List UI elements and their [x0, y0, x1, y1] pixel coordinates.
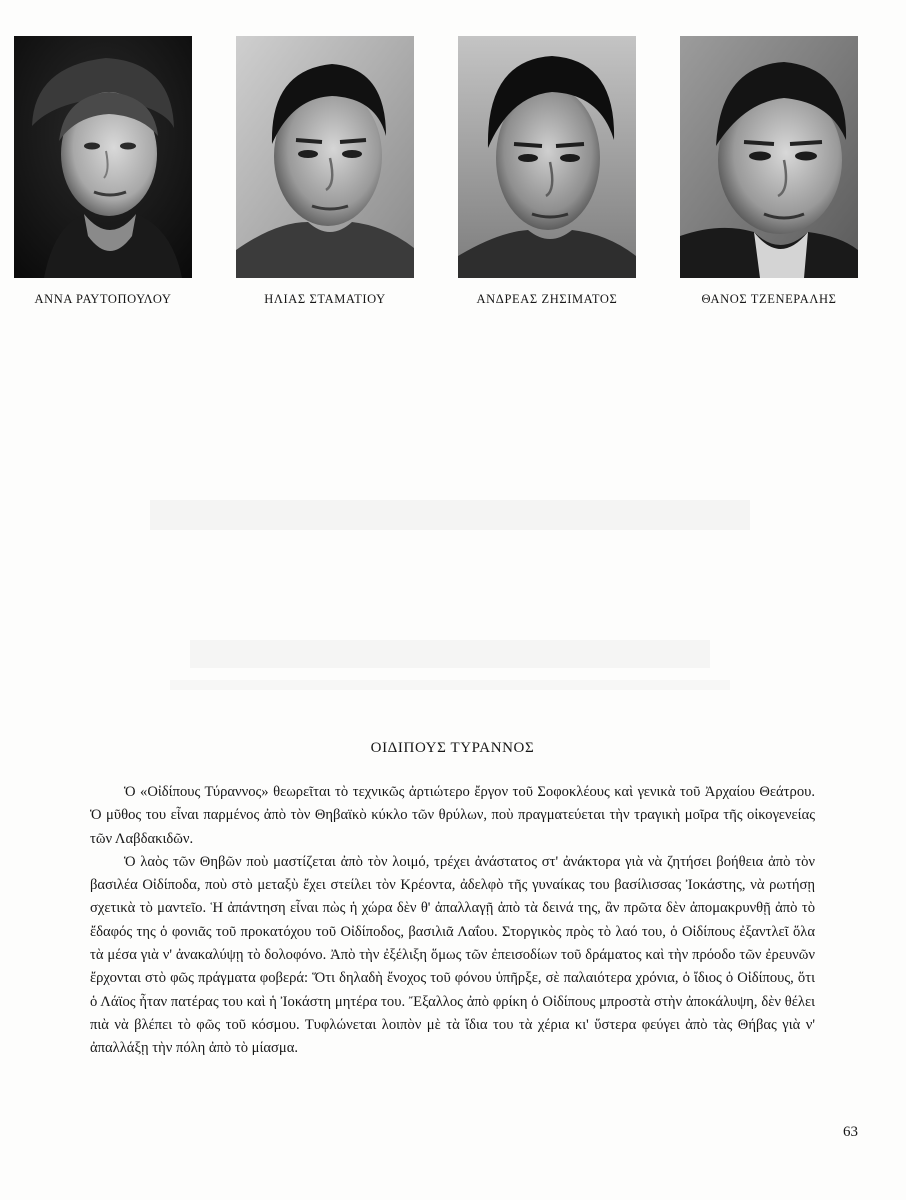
page-number: 63: [843, 1124, 858, 1140]
article-paragraph: Ὁ λαὸς τῶν Θηβῶν ποὺ μαστίζεται ἀπὸ τὸν λοιμό, τρέχει ἀνάστατος στ' ἀνάκτορα γιὰ νὰ ζητήσει βοήθεια ἀπὸ τὸν βασιλέα Οἰδίποδα, ποὺ στὸ μεταξὺ ἔχει στείλει τὸν Κρέοντα, ἀδελφὸ τῆς γυναίκας του βασίλισσας Ἰοκάστης, νὰ ρωτήσῃ σχετικὰ τὸ μαντεῖο. Ἡ ἀπάντηση εἶναι πὼς ἡ χώρα δὲν θ' ἀπαλλαγῇ ἀπὸ τὰ δεινά της, ἂν πρῶτα δὲν ἀπομακρυνθῇ ἀπὸ τὸ ἔδαφός της ὁ φονιᾶς τοῦ προκατόχου τοῦ Οἰδίποδος, βασιλιᾶ Λαΐου. Στοργικὸς πρὸς τὸ λαό του, ὁ Οἰδίπους ἐξαντλεῖ ὅλα τὰ μέσα γιὰ ν' ἀνακαλύψῃ τὸ δολοφόνο. Ἀπὸ τὴν ἐξέλιξη ὅμως τῶν ἐπεισοδίων τοῦ δράματος καὶ τὴν πρόοδο τῶν ἐρευνῶν ἔρχονται στὸ φῶς πράγματα φοβερά: Ὅτι δηλαδὴ ἔνοχος τοῦ φόνου ὑπῆρξε, σὲ παλαιότερα χρόνια, ὁ ἴδιος ὁ Οἰδίπους, ὅτι ὁ Λάϊος ἦταν πατέρας του καὶ ἡ Ἰοκάστη μητέρα του. Ἔξαλλος ἀπὸ φρίκη ὁ Οἰδίπους μπροστὰ στὴν ἀποκάλυψη, δὲν θέλει πιὰ νὰ βλέπει τὸ φῶς τοῦ κόσμου. Τυφλώνεται λοιπὸν μὲ τὰ ἴδια του τὰ χέρια κι' ὕστερα φεύγει ἀπὸ τὰς Θήβας γιὰ ν' ἀπαλλάξῃ τὴν πόλη ἀπὸ τὸ μίασμα.: [90, 853, 815, 1057]
portrait-caption: ΗΛΙΑΣ ΣΤΑΜΑΤΙΟΥ: [264, 292, 386, 306]
portrait-card: [14, 36, 192, 307]
show-through-shadow: [130, 450, 770, 710]
article: [90, 740, 815, 1061]
actor-photo: [236, 36, 414, 278]
portrait-caption: ΑΝΝΑ ΡΑΥΤΟΠΟΥΛΟΥ: [34, 292, 172, 306]
portrait-caption: ΘΑΝΟΣ ΤΖΕΝΕΡΑΛΗΣ: [701, 292, 837, 306]
portrait-card: [458, 36, 636, 307]
portrait-caption: ΑΝΔΡΕΑΣ ΖΗΣΙΜΑΤΟΣ: [476, 292, 618, 306]
portrait-card: [236, 36, 414, 307]
cast-portraits: [14, 36, 874, 316]
article-paragraph: Ὁ «Οἰδίπους Τύραννος» θεωρεῖται τὸ τεχνικῶς ἀρτιώτερο ἔργον τοῦ Σοφοκλέους καὶ γενικὰ τοῦ Ἀρχαίου Θεάτρου. Ὁ μῦθος του εἶναι παρμένος ἀπὸ τὸν Θηβαϊκὸ κύκλο τῶν θρύλων, ποὺ πραγματεύεται τὴν τραγικὴ μοῖρα τῆς οἰκογενείας τῶν Λαβδακιδῶν.: [90, 784, 815, 847]
actor-photo: [458, 36, 636, 278]
article-title: ΟΙΔΙΠΟΥΣ ΤΥΡΑΝΝΟΣ: [370, 740, 535, 756]
portrait-card: [680, 36, 858, 307]
actress-photo: [14, 36, 192, 278]
actor-photo: [680, 36, 858, 278]
